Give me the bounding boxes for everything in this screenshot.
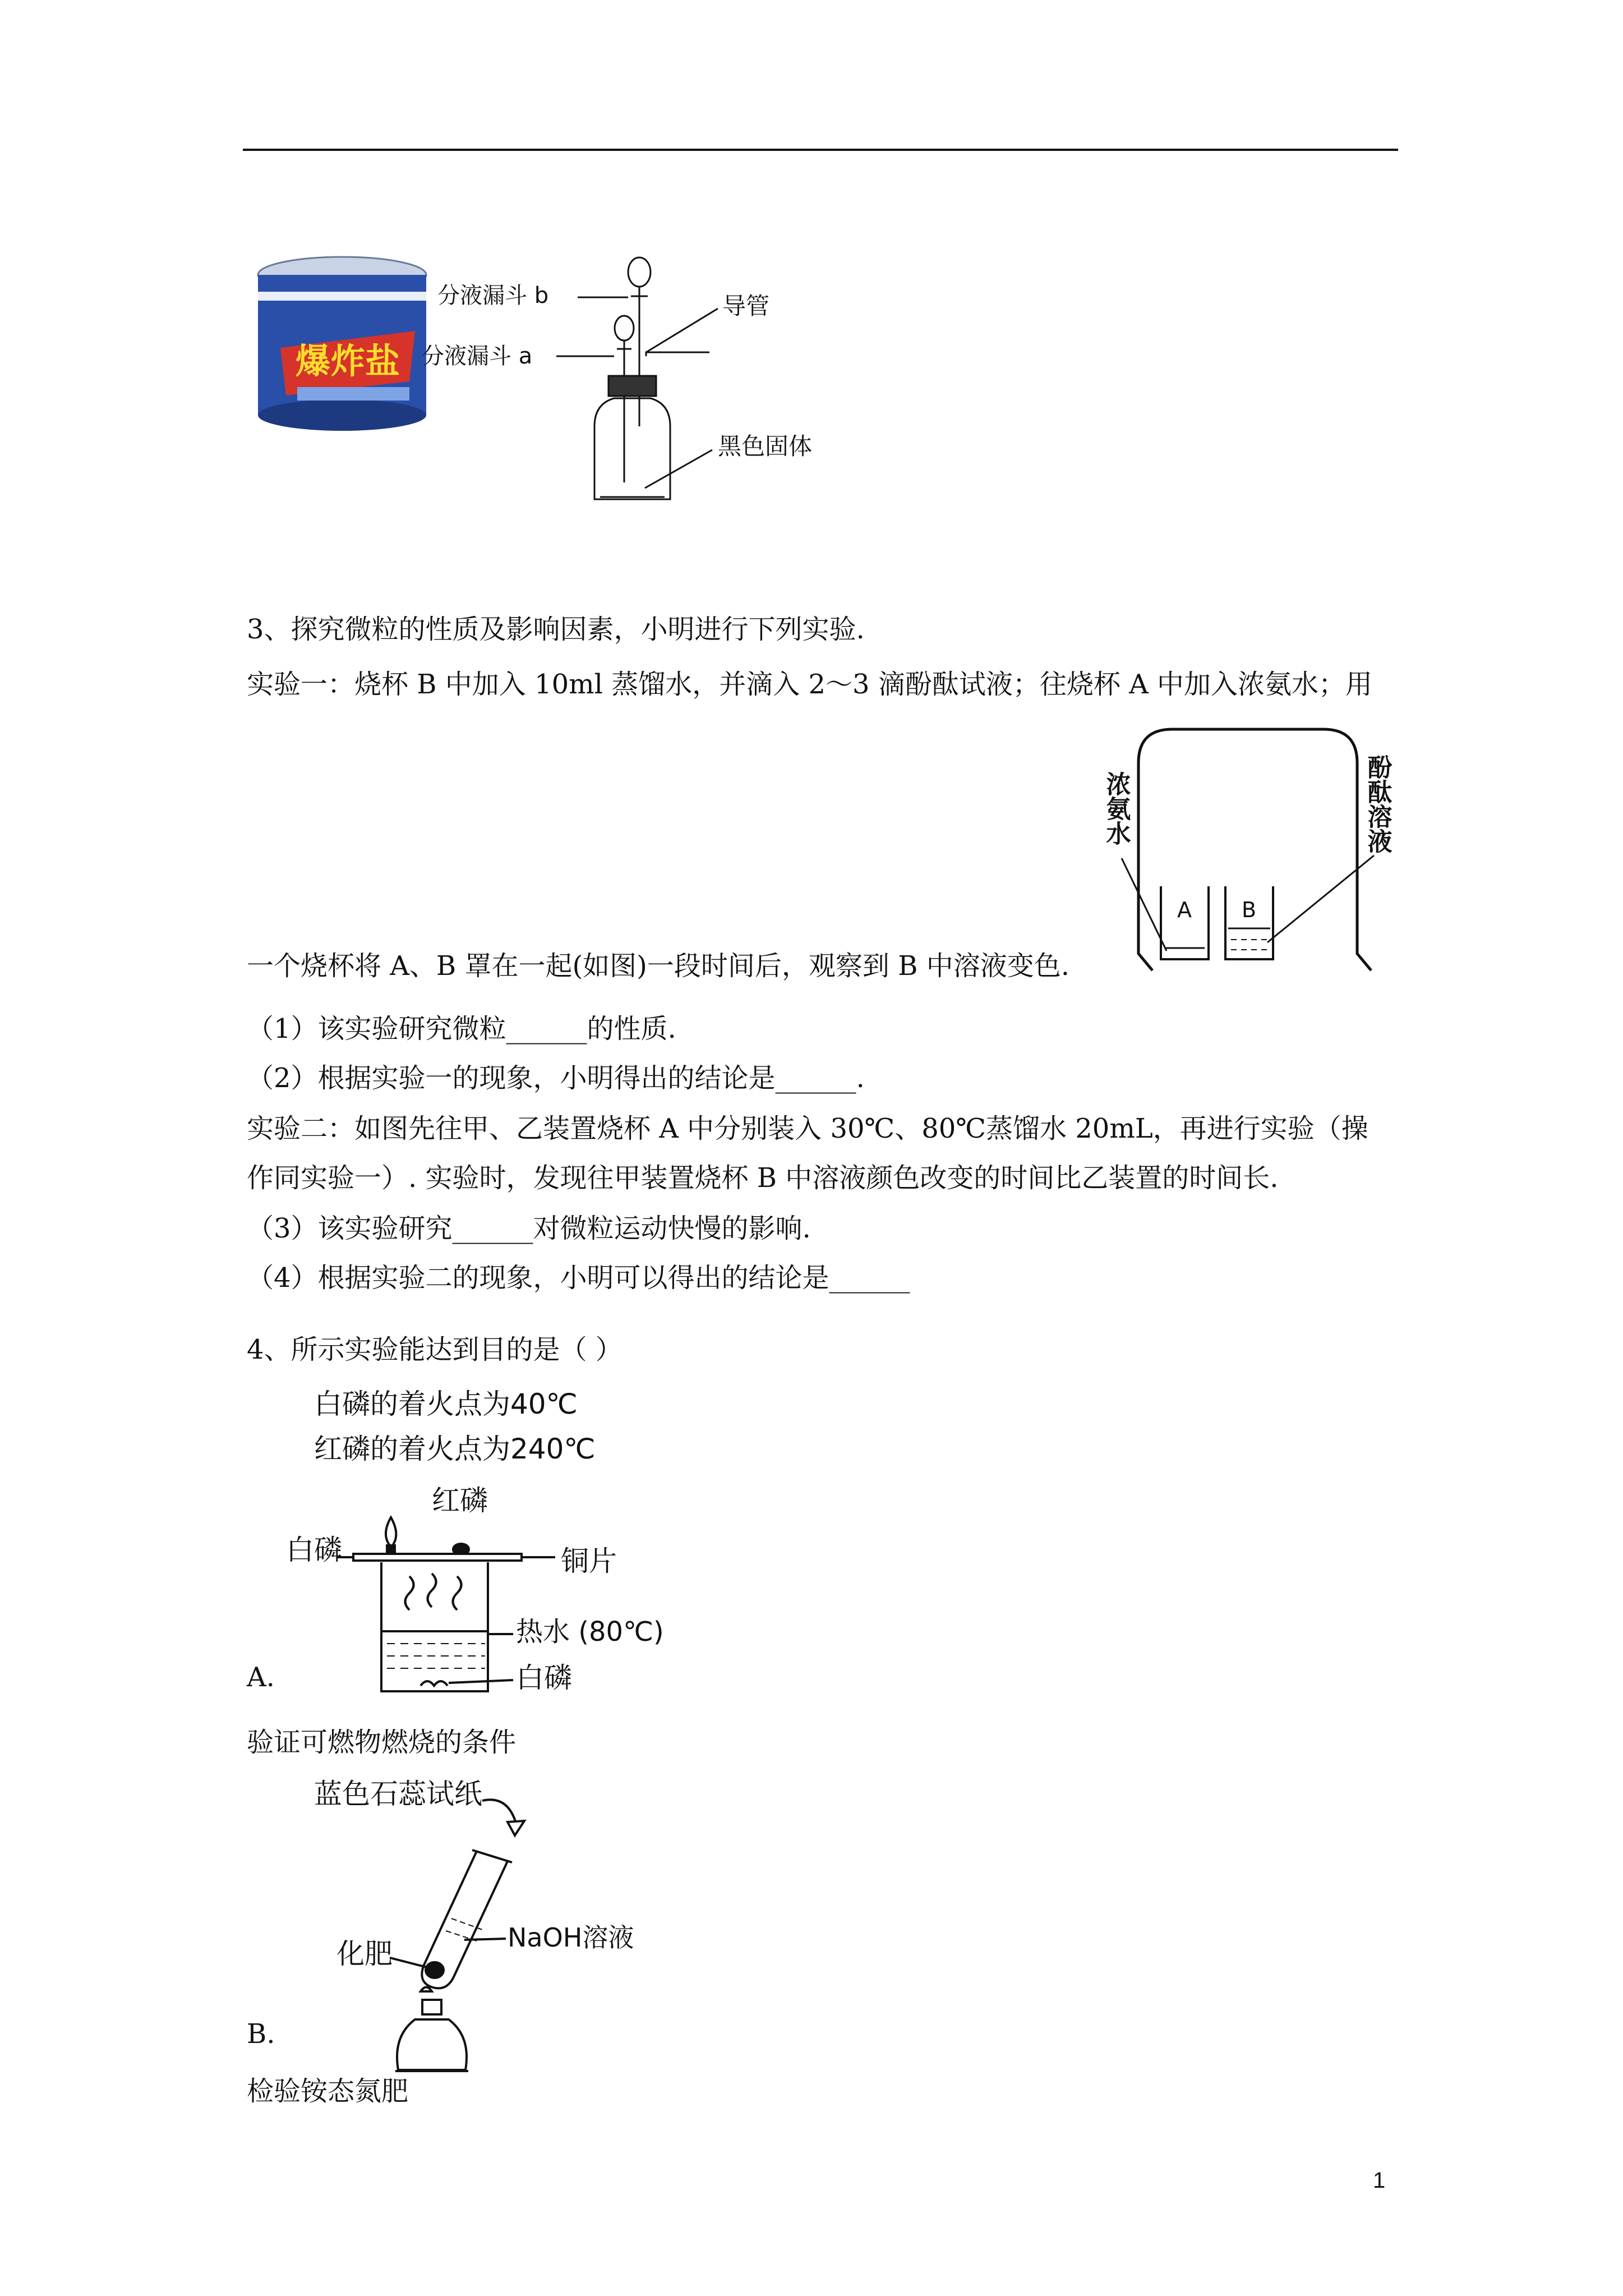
label-ammonia: 浓氨水 bbox=[1101, 771, 1131, 845]
beaker-a-label: A bbox=[1177, 898, 1192, 922]
header-rule bbox=[243, 149, 1398, 151]
q4-caption-a: 验证可燃物燃烧的条件 bbox=[247, 1727, 517, 1758]
q3-exp2-line1: 实验二：如图先往甲、乙装置烧杯 A 中分别装入 30℃、80℃蒸馏水 20mL，再进行实验（操 bbox=[247, 1113, 1368, 1144]
label-copper-sheet: 铜片 bbox=[561, 1545, 617, 1577]
label-naoh: NaOH溶液 bbox=[508, 1922, 634, 1953]
figure-ammonium-test bbox=[314, 1773, 662, 2087]
fig-a-line2: 红磷的着火点为240℃ bbox=[314, 1433, 596, 1465]
label-funnel-b: 分液漏斗 b bbox=[437, 283, 549, 309]
label-fertilizer: 化肥 bbox=[336, 1938, 393, 1970]
q4-title: 4、所示实验能达到目的是（ ） bbox=[247, 1334, 623, 1365]
q4-caption-b: 检验铵态氮肥 bbox=[247, 2076, 409, 2107]
page-number: 1 bbox=[1373, 2168, 1386, 2193]
figure-explosion-salt bbox=[247, 252, 864, 510]
q3-title: 3、探究微粒的性质及影响因素，小明进行下列实验. bbox=[247, 614, 865, 645]
label-funnel-a: 分液漏斗 a bbox=[422, 343, 533, 369]
label-red-phosphorus: 红磷 bbox=[432, 1484, 488, 1517]
product-jar-image bbox=[258, 257, 426, 431]
q3-sub1: （1）该实验研究微粒______的性质. bbox=[247, 1013, 676, 1045]
label-white-phosphorus-bottom: 白磷 bbox=[516, 1662, 572, 1694]
product-label: 爆炸盐 bbox=[295, 341, 400, 381]
q4-option-a: A. bbox=[247, 1662, 275, 1693]
label-phenolphthalein: 酚酞溶液 bbox=[1363, 754, 1392, 853]
label-black-solid: 黑色固体 bbox=[718, 432, 813, 460]
q3-sub3: （3）该实验研究______对微粒运动快慢的影响. bbox=[247, 1213, 811, 1244]
q3-sub4: （4）根据实验二的现象，小明可以得出的结论是______ bbox=[247, 1262, 910, 1294]
q3-exp2-line2: 作同实验一）. 实验时，发现往甲装置烧杯 B 中溶液颜色改变的时间比乙装置的时间长. bbox=[247, 1162, 1279, 1194]
figure-combustion bbox=[280, 1380, 707, 1705]
q3-exp1-line1: 实验一：烧杯 B 中加入 10ml 蒸馏水，并滴入 2～3 滴酚酞试液；往烧杯 A 中加入浓氨水；用 bbox=[247, 669, 1373, 700]
label-hot-water: 热水 (80℃) bbox=[516, 1616, 664, 1648]
q4-option-b: B. bbox=[247, 2018, 275, 2050]
label-tube: 导管 bbox=[722, 292, 770, 320]
separatory-funnel-apparatus bbox=[556, 257, 718, 499]
figure-beakers bbox=[1099, 718, 1396, 982]
fig-a-line1: 白磷的着火点为40℃ bbox=[314, 1388, 578, 1420]
q3-sub2: （2）根据实验一的现象，小明得出的结论是______. bbox=[247, 1062, 865, 1094]
q3-exp1-line2: 一个烧杯将 A、B 罩在一起(如图)一段时间后，观察到 B 中溶液变色. bbox=[247, 950, 1069, 982]
beaker-b-label: B bbox=[1241, 898, 1257, 922]
label-white-phosphorus-top: 白磷 bbox=[286, 1534, 342, 1566]
label-blue-litmus: 蓝色石蕊试纸 bbox=[314, 1778, 482, 1810]
